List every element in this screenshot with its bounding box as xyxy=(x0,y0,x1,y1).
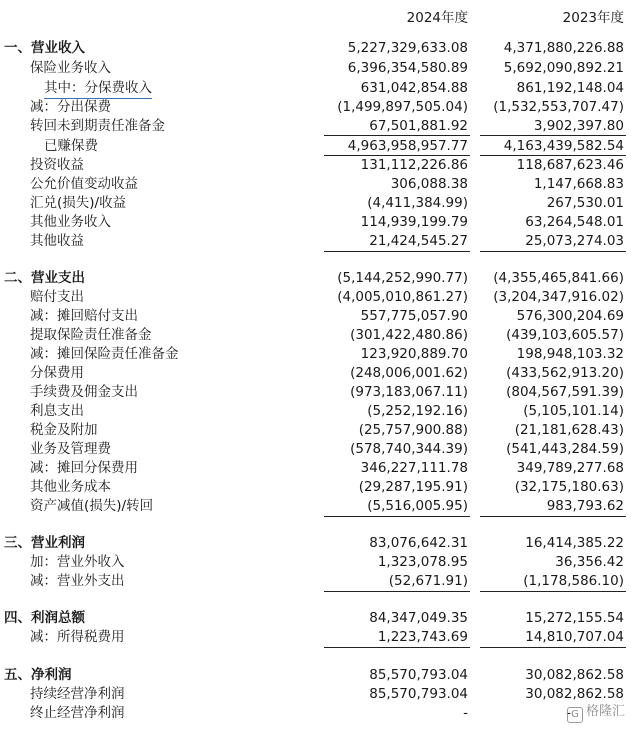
total-rule xyxy=(324,251,470,252)
table-row xyxy=(0,363,631,383)
table-row xyxy=(0,665,631,685)
row-label: 投资收益 xyxy=(30,157,84,173)
value-2024: 5,227,329,633.08 xyxy=(347,40,468,56)
column-header-2024: 2024年度 xyxy=(406,10,468,26)
row-label: 减：摊回保险责任准备金 xyxy=(30,346,179,362)
value-2023: (3,204,347,916.02) xyxy=(493,289,624,305)
row-label: 税金及附加 xyxy=(30,422,98,438)
value-2023: 25,073,274.03 xyxy=(525,233,624,249)
table-row xyxy=(0,382,631,402)
row-label: 其中：分保费收入 xyxy=(44,78,152,99)
watermark-text: 格隆汇 xyxy=(585,704,625,719)
row-label: 手续费及佣金支出 xyxy=(30,384,138,400)
table-row xyxy=(0,325,631,345)
value-2024: 346,227,111.78 xyxy=(360,460,468,476)
value-2024: (5,516,005.95) xyxy=(367,498,468,514)
value-2023: 30,082,862.58 xyxy=(525,667,624,683)
value-2024: (5,252,192.16) xyxy=(367,403,468,419)
value-2024: 114,939,199.79 xyxy=(360,214,468,230)
total-rule xyxy=(480,516,626,517)
table-row xyxy=(0,344,631,364)
table-row xyxy=(0,155,631,175)
value-2023: 30,082,862.58 xyxy=(525,686,624,702)
value-2024: (301,422,480.86) xyxy=(350,327,468,343)
table-row xyxy=(0,552,631,572)
table-row xyxy=(0,193,631,213)
value-2023: (541,443,284.59) xyxy=(506,441,624,457)
table-row xyxy=(0,571,631,591)
row-label: 其他收益 xyxy=(30,233,84,249)
value-2024: 85,570,793.04 xyxy=(369,667,468,683)
table-row xyxy=(0,703,631,723)
watermark xyxy=(567,700,625,723)
value-2023: (21,181,628.43) xyxy=(514,422,624,438)
table-row xyxy=(0,58,631,78)
value-2024: (25,757,900.88) xyxy=(358,422,468,438)
value-2024: 1,223,743.69 xyxy=(377,629,468,645)
table-row xyxy=(0,287,631,307)
row-label: 其他业务收入 xyxy=(30,214,111,230)
value-2023: 16,414,385.22 xyxy=(525,535,624,551)
total-rule xyxy=(480,591,626,592)
value-2024: (52,671.91) xyxy=(388,573,468,589)
value-2023: 36,356.42 xyxy=(555,554,624,570)
row-label: 业务及管理费 xyxy=(30,441,111,457)
value-2023: 118,687,623.46 xyxy=(516,157,624,173)
table-row xyxy=(0,136,631,156)
table-row xyxy=(0,212,631,232)
row-label: 保险业务收入 xyxy=(30,60,111,76)
value-2023: (32,175,180.63) xyxy=(514,479,624,495)
row-label: 加：营业外收入 xyxy=(30,554,125,570)
value-2024: 631,042,854.88 xyxy=(360,80,468,96)
total-rule xyxy=(324,591,470,592)
row-label: 已赚保费 xyxy=(44,138,98,154)
row-label: 转回未到期责任准备金 xyxy=(30,118,165,134)
value-2023: 1,147,668.83 xyxy=(533,176,624,192)
table-row xyxy=(0,458,631,478)
total-rule xyxy=(480,647,626,648)
value-2024: (248,006,001.62) xyxy=(350,365,468,381)
value-2023: (1,178,586.10) xyxy=(523,573,624,589)
value-2024: 6,396,354,580.89 xyxy=(347,60,468,76)
value-2023: 576,300,204.69 xyxy=(516,308,624,324)
row-label: 减：营业外支出 xyxy=(30,573,125,589)
row-label: 提取保险责任准备金 xyxy=(30,327,152,343)
table-row xyxy=(0,78,631,98)
value-2023: 267,530.01 xyxy=(546,195,624,211)
value-2024: 21,424,545.27 xyxy=(369,233,468,249)
row-label: 五、净利润 xyxy=(4,667,72,683)
value-2023: 983,793.62 xyxy=(546,498,624,514)
value-2024: 85,570,793.04 xyxy=(369,686,468,702)
table-row xyxy=(0,116,631,136)
table-row xyxy=(0,627,631,647)
table-row xyxy=(0,174,631,194)
value-2023: (5,105,101.14) xyxy=(523,403,624,419)
value-2023: 861,192,148.04 xyxy=(516,80,624,96)
row-label: 赔付支出 xyxy=(30,289,84,305)
value-2024: (4,411,384.99) xyxy=(367,195,468,211)
value-2023: 4,371,880,226.88 xyxy=(503,40,624,56)
row-label: 公允价值变动收益 xyxy=(30,176,138,192)
table-row xyxy=(0,420,631,440)
row-label: 汇兑(损失)/收益 xyxy=(30,195,127,211)
row-label: 减：摊回赔付支出 xyxy=(30,308,138,324)
row-label: 减：所得税费用 xyxy=(30,629,125,645)
row-label: 其他业务成本 xyxy=(30,479,111,495)
table-row xyxy=(0,684,631,704)
value-2024: 4,963,958,957.77 xyxy=(347,138,468,154)
row-label: 一、营业收入 xyxy=(4,40,85,56)
value-2024: 557,775,057.90 xyxy=(360,308,468,324)
value-2024: (1,499,897,505.04) xyxy=(337,99,468,115)
row-label: 二、营业支出 xyxy=(4,270,85,286)
value-2024: 123,920,889.70 xyxy=(360,346,468,362)
row-label: 终止经营净利润 xyxy=(30,705,125,721)
value-2023: (439,103,605.57) xyxy=(506,327,624,343)
table-row xyxy=(0,439,631,459)
row-label: 分保费用 xyxy=(30,365,84,381)
value-2024: 67,501,881.92 xyxy=(369,118,468,134)
value-2024: (5,144,252,990.77) xyxy=(337,270,468,286)
row-label: 持续经营净利润 xyxy=(30,686,125,702)
value-2023: 3,902,397.80 xyxy=(533,118,624,134)
table-row xyxy=(0,97,631,117)
value-2023: 198,948,103.32 xyxy=(516,346,624,362)
value-2023: (1,532,553,707.47) xyxy=(493,99,624,115)
row-label: 减：摊回分保费用 xyxy=(30,460,138,476)
value-2023: 15,272,155.54 xyxy=(525,610,624,626)
row-label: 资产减值(损失)/转回 xyxy=(30,498,154,514)
value-2023: 14,810,707.04 xyxy=(525,629,624,645)
value-2023: (433,562,913.20) xyxy=(506,365,624,381)
value-2023: 4,163,439,582.54 xyxy=(503,138,624,154)
value-2024: 1,323,078.95 xyxy=(377,554,468,570)
total-rule xyxy=(324,647,470,648)
table-row xyxy=(0,496,631,516)
table-row xyxy=(0,401,631,421)
row-label: 减：分出保费 xyxy=(30,99,111,115)
table-row xyxy=(0,533,631,553)
value-2024: 306,088.38 xyxy=(390,176,468,192)
row-label: 三、营业利润 xyxy=(4,535,85,551)
value-2024: (29,287,195.91) xyxy=(358,479,468,495)
value-2023: 5,692,090,892.21 xyxy=(503,60,624,76)
value-2024: 83,076,642.31 xyxy=(369,535,468,551)
value-2024: (578,740,344.39) xyxy=(350,441,468,457)
value-2023: - xyxy=(566,705,571,721)
row-label: 四、利润总额 xyxy=(4,610,85,626)
watermark-logo-icon: G xyxy=(567,707,583,723)
value-2024: 84,347,049.35 xyxy=(369,610,468,626)
total-rule xyxy=(480,251,626,252)
row-label: 利息支出 xyxy=(30,403,84,419)
value-2023: 63,264,548.01 xyxy=(525,214,624,230)
total-rule xyxy=(324,516,470,517)
value-2023: 349,789,277.68 xyxy=(516,460,624,476)
value-2024: 131,112,226.86 xyxy=(360,157,468,173)
table-row xyxy=(0,38,631,58)
table-row xyxy=(0,268,631,288)
table-row xyxy=(0,608,631,628)
column-header-2023: 2023年度 xyxy=(562,10,624,26)
value-2023: (804,567,591.39) xyxy=(506,384,624,400)
value-2024: (4,005,010,861.27) xyxy=(337,289,468,305)
value-2024: (973,183,067.11) xyxy=(350,384,468,400)
table-row xyxy=(0,231,631,251)
value-2023: (4,355,465,841.66) xyxy=(493,270,624,286)
table-row xyxy=(0,477,631,497)
table-row xyxy=(0,306,631,326)
value-2024: - xyxy=(463,705,468,721)
